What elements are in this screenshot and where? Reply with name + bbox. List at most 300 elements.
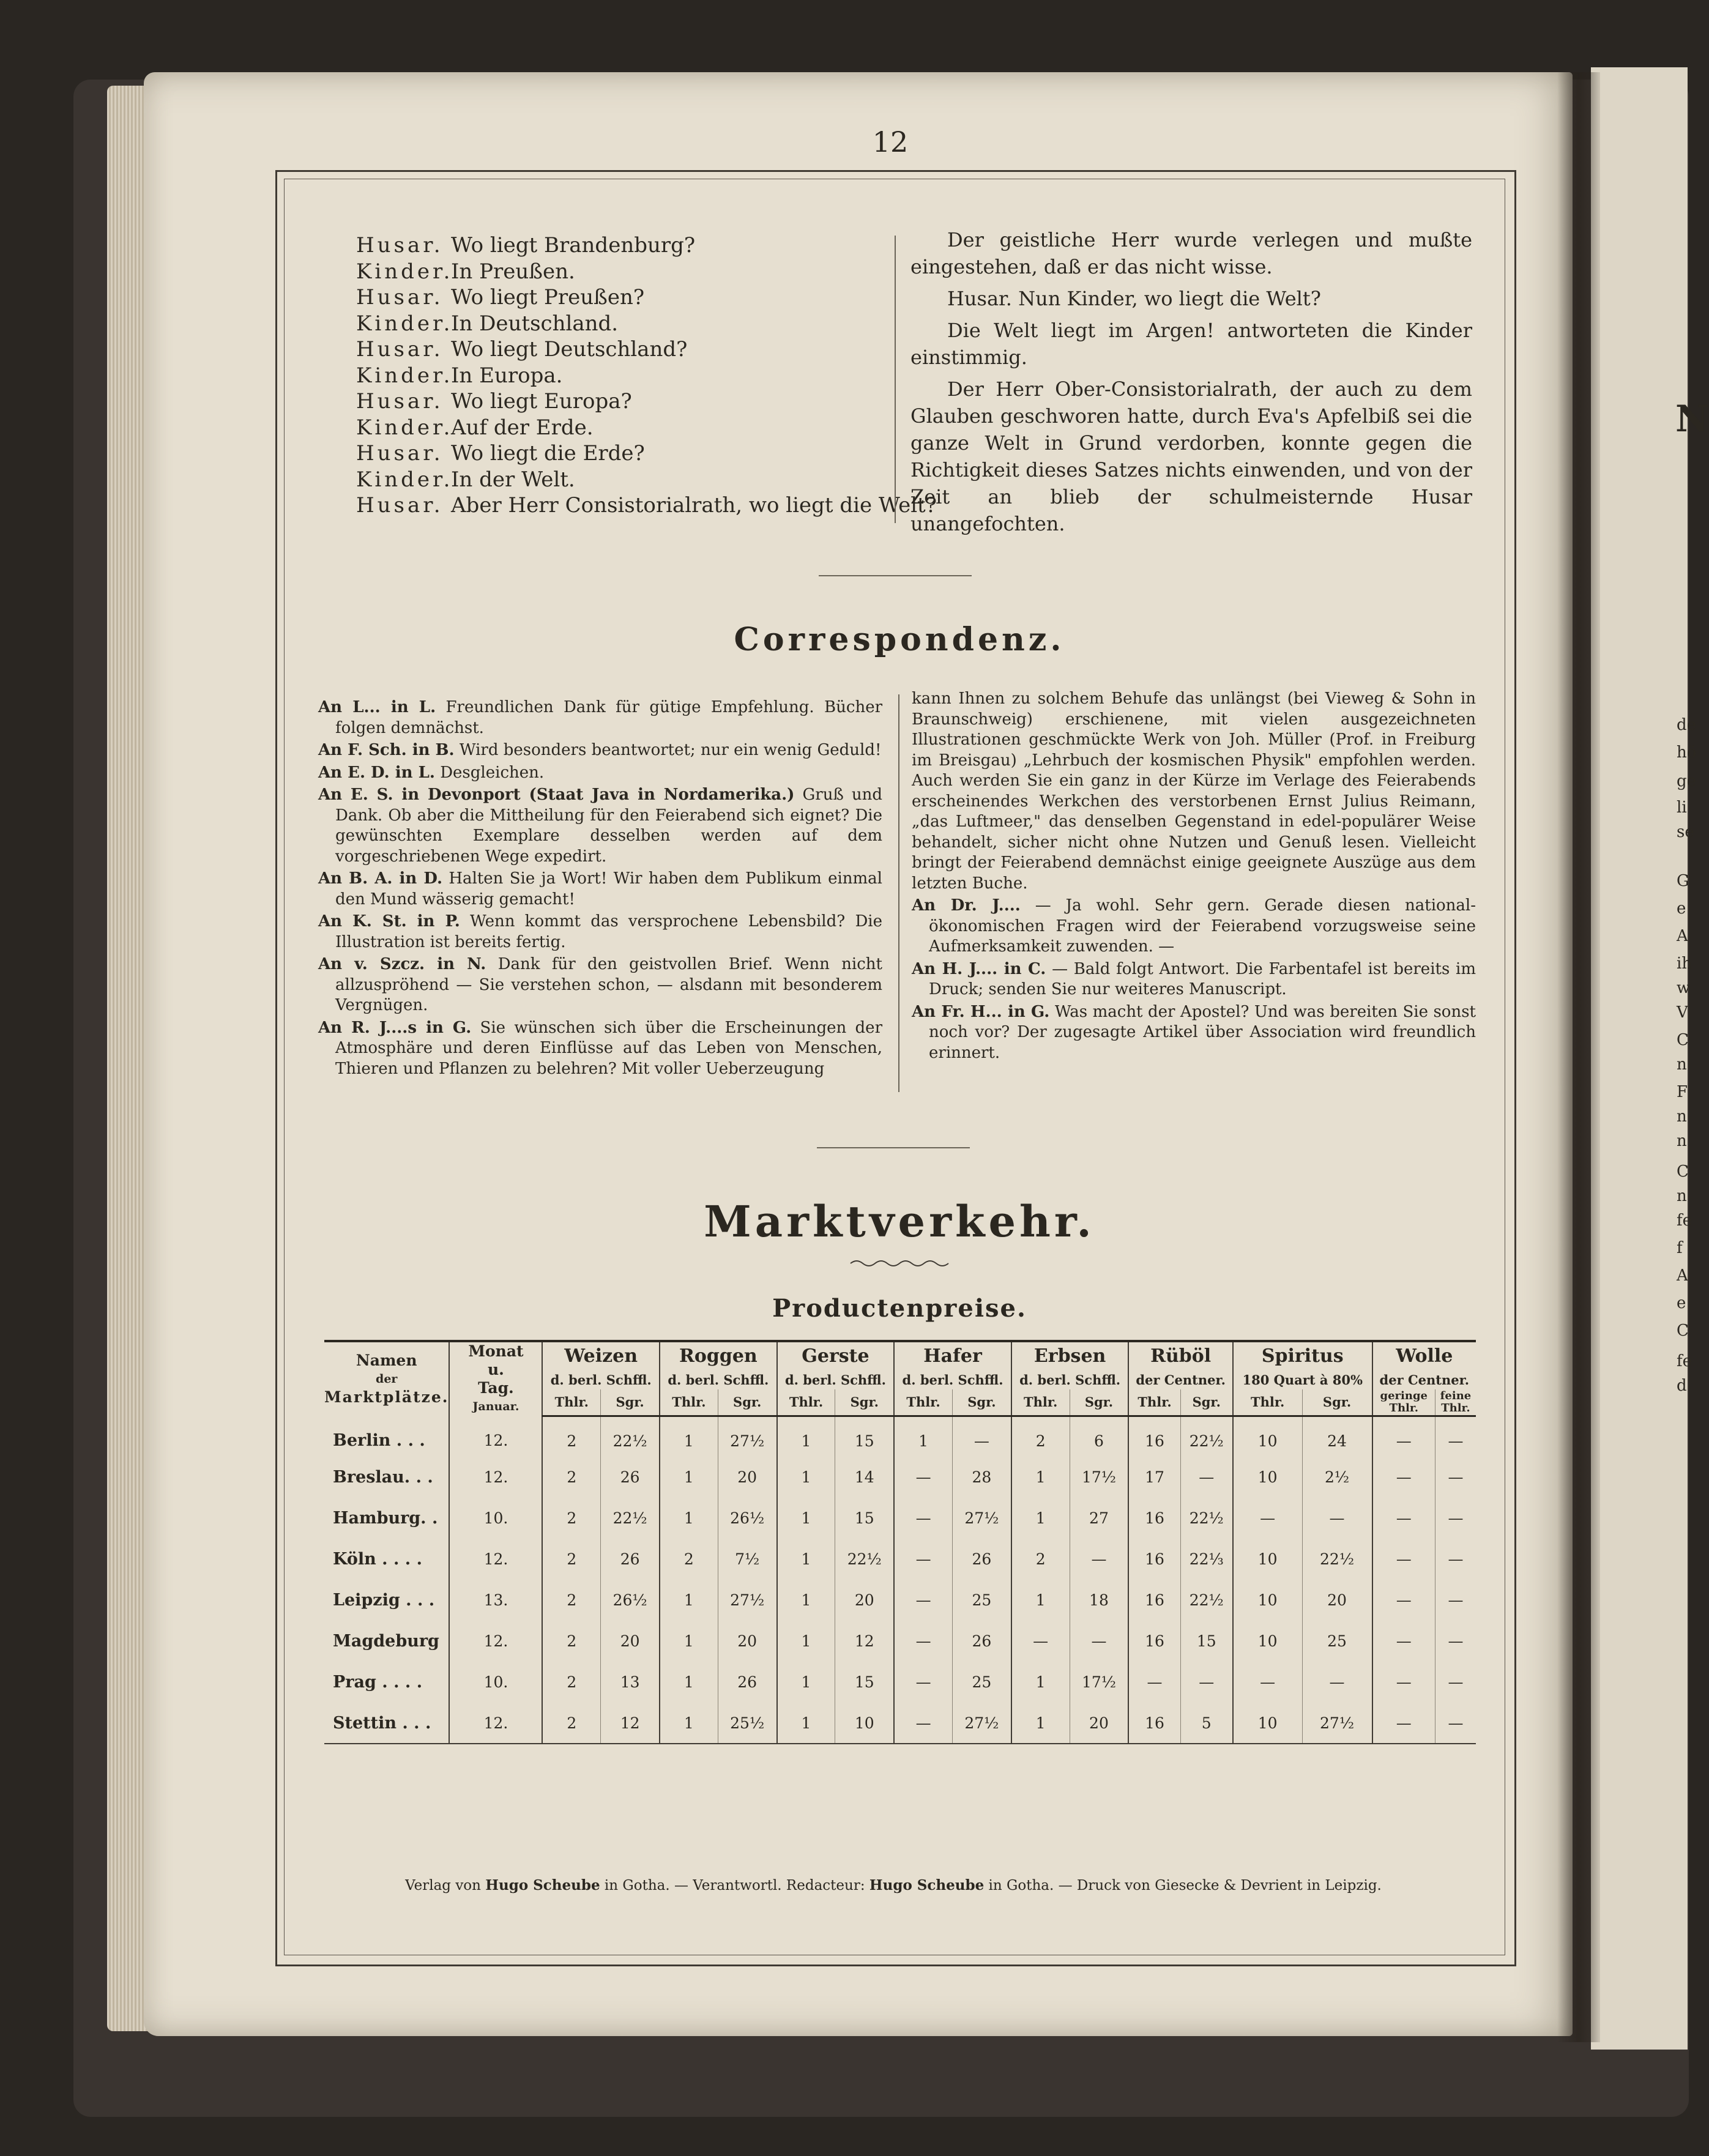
table-cell: — <box>1372 1621 1435 1662</box>
table-cell: 1 <box>660 1621 718 1662</box>
story-paragraph: Husar. Nun Kinder, wo liegt die Welt? <box>947 287 1321 310</box>
correspondence-text: — Bald folgt Antwort. Die Farbentafel ist bereits im Druck; senden Sie nur weiteres Manuscript. <box>929 959 1476 998</box>
correspondence-text: Wenn kommt das versprochene Lebensbild? Die Illustration ist bereits fertig. <box>335 912 882 951</box>
table-cell: 22½ <box>1180 1498 1233 1539</box>
table-cell: 27½ <box>718 1416 776 1457</box>
dialogue-text: In der Welt. <box>451 467 575 492</box>
table-cell: 10 <box>1233 1416 1302 1457</box>
table-cell: 10 <box>1233 1539 1302 1580</box>
dialogue-text: In Preußen. <box>451 259 575 284</box>
correspondence-entry <box>318 740 882 761</box>
table-cell: 12. <box>449 1703 542 1744</box>
market-place: Prag . . . . <box>333 1673 423 1692</box>
table-cell: — <box>1372 1703 1435 1744</box>
table-cell: 16 <box>1128 1498 1180 1539</box>
dialogue-text: In Deutschland. <box>451 311 619 336</box>
table-cell: — <box>1070 1621 1128 1662</box>
table-cell: — <box>1180 1662 1233 1703</box>
facing-page-fragment: e <box>1677 1294 1686 1312</box>
imprint: Verlag von Hugo Scheube in Gotha. — Verantwortl. Redacteur: Hugo Scheube in Gotha. — Druck von Giesecke & Devrient in Leipzig. <box>405 1877 1382 1894</box>
subhead-sgr: Sgr. <box>952 1389 1011 1416</box>
table-cell: 2 <box>542 1498 600 1539</box>
table-cell: 26 <box>601 1539 660 1580</box>
table-cell: 22½ <box>1180 1580 1233 1621</box>
table-cell: 1 <box>1011 1580 1070 1621</box>
dialogue-text: In Europa. <box>451 363 563 388</box>
table-cell: — <box>1302 1498 1372 1539</box>
correspondence-entry <box>912 959 1476 1000</box>
table-cell: 24 <box>1302 1416 1372 1457</box>
dialogue-line <box>356 415 937 441</box>
table-cell: 16 <box>1128 1416 1180 1457</box>
table-cell: 27½ <box>952 1498 1011 1539</box>
table-cell: 27½ <box>952 1703 1011 1744</box>
dialogue-speaker: Husar. <box>356 233 444 258</box>
story-paragraph: Der geistliche Herr wurde verlegen und mußte eingestehen, daß er das nicht wisse. <box>910 228 1472 278</box>
table-cell: — <box>894 1621 952 1662</box>
dialogue-text: Wo liegt Brandenburg? <box>451 233 696 258</box>
unit-label: d. berl. Schffl. <box>894 1370 1011 1389</box>
table-cell: 22½ <box>601 1498 660 1539</box>
facing-page <box>1591 67 1691 2050</box>
price-table-body <box>324 1416 1476 1744</box>
correspondence-text: Wird besonders beantwortet; nur ein wenig Geduld! <box>459 741 882 759</box>
table-cell: 2 <box>660 1539 718 1580</box>
table-cell: 16 <box>1128 1539 1180 1580</box>
table-cell: — <box>894 1580 952 1621</box>
table-cell: — <box>952 1416 1011 1457</box>
table-cell: 1 <box>660 1416 718 1457</box>
correspondence-entry <box>318 912 882 953</box>
facing-page-fragment: A <box>1677 927 1688 945</box>
table-row <box>324 1703 1476 1744</box>
table-cell: 1 <box>777 1662 835 1703</box>
correspondence-entry <box>318 785 882 867</box>
market-place: Hamburg. . <box>333 1509 438 1528</box>
facing-page-fragment: ge <box>1677 772 1697 790</box>
table-cell: — <box>1435 1621 1476 1662</box>
dialogue-text: Auf der Erde. <box>451 415 594 440</box>
table-cell: 15 <box>835 1416 894 1457</box>
subhead-thlr: Thlr. <box>660 1389 718 1416</box>
col-header-spiritus: Spiritus <box>1233 1341 1372 1370</box>
subhead-sgr: Sgr. <box>1302 1389 1372 1416</box>
table-cell: 1 <box>777 1539 835 1580</box>
table-cell: 22½ <box>835 1539 894 1580</box>
facing-page-fragment: f <box>1677 1239 1683 1257</box>
table-cell: 10 <box>1233 1457 1302 1498</box>
table-cell: — <box>1180 1457 1233 1498</box>
table-cell: 1 <box>660 1662 718 1703</box>
correspondence-addressee: An F. Sch. in B. <box>318 741 455 759</box>
table-cell: 12. <box>449 1621 542 1662</box>
market-place: Köln . . . . <box>333 1550 422 1569</box>
table-cell: 22½ <box>1180 1416 1233 1457</box>
table-cell: 20 <box>718 1621 776 1662</box>
table-cell: — <box>1372 1580 1435 1621</box>
facing-page-fragment: F <box>1677 1083 1688 1101</box>
section-rule <box>819 575 972 576</box>
correspondence-entry <box>318 1018 882 1080</box>
table-cell: 15 <box>1180 1621 1233 1662</box>
col-header-ruboel: Rüböl <box>1128 1341 1232 1370</box>
col-header-roggen: Roggen <box>660 1341 777 1370</box>
table-cell: 28 <box>952 1457 1011 1498</box>
market-place: Magdeburg <box>333 1632 439 1651</box>
story-right-column <box>910 226 1472 542</box>
correspondence-entry <box>912 896 1476 957</box>
correspondence-addressee: An B. A. in D. <box>318 869 443 888</box>
table-cell: — <box>1372 1539 1435 1580</box>
table-cell: 10 <box>835 1703 894 1744</box>
unit-label: d. berl. Schffl. <box>542 1370 660 1389</box>
correspondence-addressee: An Fr. H... in G. <box>912 1002 1050 1021</box>
dialogue-line <box>356 311 937 337</box>
section-rule <box>817 1147 970 1148</box>
col-header-weizen: Weizen <box>542 1341 660 1370</box>
subhead-thlr: Thlr. <box>1011 1389 1070 1416</box>
table-cell: 15 <box>835 1662 894 1703</box>
market-place: Berlin . . . <box>333 1431 425 1450</box>
table-cell: 1 <box>894 1416 952 1457</box>
table-cell: — <box>894 1498 952 1539</box>
correspondence-entry <box>318 869 882 910</box>
dialogue-speaker: Husar. <box>356 389 444 414</box>
table-cell: 22⅓ <box>1180 1539 1233 1580</box>
table-cell: 2 <box>1011 1539 1070 1580</box>
story-paragraph: Die Welt liegt im Argen! antworteten die Kinder einstimmig. <box>910 319 1472 369</box>
table-cell: 22½ <box>601 1416 660 1457</box>
facing-page-fragment: n <box>1677 1107 1687 1126</box>
ornament-wave <box>851 1257 948 1269</box>
market-subheading: Productenpreise. <box>772 1294 1027 1323</box>
correspondence-addressee: An E. D. in L. <box>318 763 435 782</box>
facing-page-fragment: e <box>1677 899 1686 918</box>
table-cell: 17½ <box>1070 1662 1128 1703</box>
table-cell: 6 <box>1070 1416 1128 1457</box>
correspondence-left-column <box>318 697 882 1081</box>
subhead-feine: feine Thlr. <box>1435 1389 1476 1416</box>
dialogue-line <box>356 440 937 467</box>
dialogue-text: Wo liegt die Erde? <box>451 441 645 466</box>
table-cell: 15 <box>835 1498 894 1539</box>
correspondence-addressee: An L... in L. <box>318 698 436 716</box>
table-cell: 1 <box>1011 1498 1070 1539</box>
table-cell: 1 <box>777 1457 835 1498</box>
correspondence-text: Dank für den geistvollen Brief. Wenn nicht allzuspröhend — Sie verstehen schon, — alsdann mit besonderem Vergnügen. <box>335 955 882 1014</box>
dialogue-line <box>356 284 937 311</box>
table-cell: 20 <box>1302 1580 1372 1621</box>
facing-page-heading-fragment: N <box>1675 398 1709 440</box>
dialogue-speaker: Kinder. <box>356 363 453 388</box>
dialogue-speaker: Kinder. <box>356 259 453 284</box>
col-header-erbsen: Erbsen <box>1011 1341 1129 1370</box>
dialogue-speaker: Kinder. <box>356 311 453 336</box>
dialogue-list <box>356 232 937 519</box>
table-cell: 10 <box>1233 1703 1302 1744</box>
table-cell: 26 <box>601 1457 660 1498</box>
facing-page-fragment: fe <box>1677 1352 1692 1370</box>
facing-page-fragment: n <box>1677 1055 1687 1074</box>
facing-page-fragment: d <box>1677 1377 1687 1395</box>
facing-page-fragment: hö <box>1677 743 1697 762</box>
facing-page-fragment: n <box>1677 1187 1687 1205</box>
correspondence-addressee: An K. St. in P. <box>318 912 460 931</box>
facing-page-fragment: se <box>1677 823 1694 841</box>
table-cell: 1 <box>660 1457 718 1498</box>
correspondence-text: — Ja wohl. Sehr gern. Gerade diesen national-ökonomischen Fragen wird der Feierabend vorzugsweise seine Aufmerksamkeit zuwenden. — <box>929 896 1476 956</box>
table-cell: 12. <box>449 1457 542 1498</box>
dialogue-line <box>356 232 937 259</box>
table-cell: — <box>1435 1457 1476 1498</box>
table-cell: 1 <box>777 1621 835 1662</box>
facing-page-fragment: V <box>1677 1003 1688 1022</box>
market-place: Breslau. . . <box>333 1468 433 1487</box>
unit-label: d. berl. Schffl. <box>1011 1370 1129 1389</box>
table-cell: 1 <box>777 1703 835 1744</box>
subhead-sgr: Sgr. <box>1070 1389 1128 1416</box>
table-cell: 26 <box>718 1662 776 1703</box>
table-cell: 12. <box>449 1539 542 1580</box>
table-cell: 1 <box>1011 1457 1070 1498</box>
correspondence-entry <box>318 763 882 784</box>
table-cell: 26 <box>952 1621 1011 1662</box>
market-place: Stettin . . . <box>324 1703 449 1744</box>
table-cell: 20 <box>1070 1703 1128 1744</box>
table-cell: 20 <box>601 1621 660 1662</box>
correspondence-addressee: An v. Szcz. in N. <box>318 955 486 973</box>
correspondence-addressee: An R. J....s in G. <box>318 1018 472 1037</box>
table-cell: 5 <box>1180 1703 1233 1744</box>
subhead-sgr: Sgr. <box>835 1389 894 1416</box>
correspondence-right-column <box>912 689 1476 1065</box>
table-cell: — <box>894 1662 952 1703</box>
table-cell: 1 <box>660 1498 718 1539</box>
correspondence-text: Was macht der Apostel? Und was bereiten Sie sonst noch vor? Der zugesagte Artikel über Association wird freundlich erinnert. <box>929 1002 1476 1062</box>
table-cell: 1 <box>777 1416 835 1457</box>
table-cell: — <box>1070 1539 1128 1580</box>
table-cell: — <box>1435 1416 1476 1457</box>
table-cell: — <box>1435 1539 1476 1580</box>
facing-page-fragment: C <box>1677 1031 1689 1049</box>
table-cell: 25½ <box>718 1703 776 1744</box>
table-cell: 2 <box>542 1580 600 1621</box>
table-cell: 10. <box>449 1662 542 1703</box>
table-row <box>324 1416 1476 1457</box>
dialogue-text: Aber Herr Consistorialrath, wo liegt die Welt? <box>451 493 937 518</box>
table-cell: 25 <box>952 1580 1011 1621</box>
subhead-geringe: geringe Thlr. <box>1372 1389 1435 1416</box>
unit-label: 180 Quart à 80% <box>1233 1370 1372 1389</box>
dialogue-line <box>356 259 937 285</box>
publisher-name: Hugo Scheube <box>485 1877 600 1894</box>
table-cell: — <box>1372 1498 1435 1539</box>
table-row <box>324 1621 1476 1662</box>
col-header-hafer: Hafer <box>894 1341 1011 1370</box>
table-cell: — <box>1128 1662 1180 1703</box>
table-cell: 2 <box>542 1457 600 1498</box>
table-row <box>324 1457 1476 1498</box>
table-cell: 12 <box>835 1621 894 1662</box>
table-cell: — <box>1435 1662 1476 1703</box>
table-cell: — <box>894 1539 952 1580</box>
table-cell: 27½ <box>1302 1703 1372 1744</box>
table-cell: 2 <box>1011 1416 1070 1457</box>
table-cell: 25 <box>1302 1621 1372 1662</box>
table-cell: 14 <box>835 1457 894 1498</box>
book-gutter <box>1557 72 1600 2042</box>
dialogue-speaker: Husar. <box>356 441 444 466</box>
table-row <box>324 1580 1476 1621</box>
table-cell: 1 <box>777 1580 835 1621</box>
table-cell: 1 <box>660 1703 718 1744</box>
table-cell: 16 <box>1128 1580 1180 1621</box>
subhead-thlr: Thlr. <box>1233 1389 1302 1416</box>
table-cell: — <box>1233 1498 1302 1539</box>
correspondence-entry <box>318 954 882 1016</box>
correspondence-text: Halten Sie ja Wort! Wir haben dem Publikum einmal den Mund wässerig gemacht! <box>335 869 882 909</box>
table-cell: — <box>1372 1457 1435 1498</box>
column-divider <box>898 694 899 1092</box>
table-cell: 1 <box>1011 1703 1070 1744</box>
facing-page-fragment: G <box>1677 872 1689 890</box>
subhead-thlr: Thlr. <box>1128 1389 1180 1416</box>
correspondence-text: Desgleichen. <box>440 763 545 782</box>
story-paragraph: Der Herr Ober-Consistorialrath, der auch zu dem Glauben geschworen hatte, durch Eva's Apfelbiß sei die ganze Welt in Grund verdorben, konnte gegen die Richtigkeit dieses Satzes nichts einwenden, und von der Zeit an blieb der schulmeisternde Husar unangefochten. <box>910 377 1472 535</box>
subhead-sgr: Sgr. <box>601 1389 660 1416</box>
dialogue-text: Wo liegt Europa? <box>451 389 632 414</box>
table-cell: 20 <box>835 1580 894 1621</box>
table-cell: — <box>1233 1662 1302 1703</box>
dialogue-line <box>356 467 937 493</box>
table-cell: 17 <box>1128 1457 1180 1498</box>
market-heading: Marktverkehr. <box>704 1196 1095 1247</box>
table-cell: 2 <box>542 1539 600 1580</box>
col-header-date: Monat u. Tag. Januar. <box>449 1341 542 1416</box>
subhead-sgr: Sgr. <box>718 1389 776 1416</box>
table-cell: 2 <box>542 1662 600 1703</box>
table-cell: 26½ <box>718 1498 776 1539</box>
facing-page-fragment: fe <box>1677 1211 1692 1230</box>
correspondence-text: Sie wünschen sich über die Erscheinungen der Atmosphäre und deren Einflüsse auf das Leben von Menschen, Thieren und Pflanzen zu belehren? Mit voller Ueberzeugung <box>335 1018 882 1078</box>
facing-page-fragment: C <box>1677 1321 1689 1340</box>
table-cell: 13. <box>449 1580 542 1621</box>
table-cell: 1 <box>660 1580 718 1621</box>
table-cell: 25 <box>952 1662 1011 1703</box>
dialogue-text: Wo liegt Deutschland? <box>451 337 688 362</box>
table-cell: 20 <box>718 1457 776 1498</box>
table-cell: 1 <box>777 1498 835 1539</box>
dialogue-line <box>356 493 937 519</box>
facing-page-fragment: A <box>1677 1266 1688 1285</box>
table-cell: — <box>1372 1416 1435 1457</box>
table-cell: 27 <box>1070 1498 1128 1539</box>
table-cell: — <box>1435 1580 1476 1621</box>
table-row <box>324 1498 1476 1539</box>
dialogue-speaker: Kinder. <box>356 467 453 492</box>
table-cell: 17½ <box>1070 1457 1128 1498</box>
editor-name: Hugo Scheube <box>869 1877 985 1894</box>
market-place: Leipzig . . . <box>333 1591 435 1610</box>
table-cell: 26 <box>952 1539 1011 1580</box>
table-cell: 22½ <box>1302 1539 1372 1580</box>
correspondence-text: Gruß und Dank. Ob aber die Mittheilung für den Feierabend sich eignet? Die gewünschten Exemplare desselben werden auf dem vorgeschriebenen Wege expedirt. <box>335 786 883 866</box>
table-cell: 12 <box>601 1703 660 1744</box>
correspondence-addressee: An E. S. in Devonport (Staat Java in Nordamerika.) <box>318 786 795 804</box>
dialogue-speaker: Kinder. <box>356 415 453 440</box>
facing-page-fragment: de <box>1677 716 1697 734</box>
price-table <box>324 1340 1476 1744</box>
facing-page-fragment: n <box>1677 1132 1687 1150</box>
page-number: 12 <box>872 125 909 158</box>
dialogue-line <box>356 388 937 415</box>
table-cell: — <box>894 1703 952 1744</box>
table-cell: 1 <box>1011 1662 1070 1703</box>
correspondence-addressee: An H. J.... in C. <box>912 959 1046 978</box>
table-cell: 16 <box>1128 1703 1180 1744</box>
table-cell: — <box>1372 1662 1435 1703</box>
table-cell: 10. <box>449 1498 542 1539</box>
correspondence-continuation: kann Ihnen zu solchem Behufe das unlängst (bei Vieweg & Sohn in Braunschweig) erschienene, mit vielen ausgezeichneten Illustrationen geschmückte Werk von Joh. Müller (Prof. in Freiburg im Breisgau) „Lehrbuch der kosmischen Physik" empfohlen werden. Auch werden Sie ein ganz in der Kürze im Verlage des Feierabends erscheinendes Werkchen des verstorbenen Ernst Julius Reimann, „das Luftmeer," das denselben Gegenstand in edel-populärer Weise behandelt, sicher nicht ohne Nutzen und Genuß lesen. Vielleicht bringt der Feierabend demnächst einige geeignete Auszüge aus dem letzten Buche. <box>912 690 1476 893</box>
table-cell: 12. <box>449 1416 542 1457</box>
unit-label: der Centner. <box>1128 1370 1232 1389</box>
correspondence-text: Freundlichen Dank für gütige Empfehlung. Bücher folgen demnächst. <box>335 698 883 737</box>
table-cell: — <box>1435 1703 1476 1744</box>
unit-label: d. berl. Schffl. <box>660 1370 777 1389</box>
facing-page-fragment: ih <box>1677 954 1692 973</box>
table-cell: 18 <box>1070 1580 1128 1621</box>
correspondence-addressee: An Dr. J.... <box>912 896 1021 915</box>
table-cell: 2 <box>542 1416 600 1457</box>
col-header-wolle: Wolle <box>1372 1341 1476 1370</box>
correspondence-entry <box>912 1002 1476 1064</box>
price-table-header-row <box>324 1341 1476 1370</box>
table-cell: 7½ <box>718 1539 776 1580</box>
correspondence-heading: Correspondenz. <box>734 621 1065 658</box>
table-cell: — <box>1435 1498 1476 1539</box>
table-cell: 10 <box>1233 1621 1302 1662</box>
table-cell: — <box>1302 1662 1372 1703</box>
subhead-thlr: Thlr. <box>542 1389 600 1416</box>
dialogue-speaker: Husar. <box>356 285 444 310</box>
dialogue-speaker: Husar. <box>356 337 444 362</box>
table-cell: 2 <box>542 1621 600 1662</box>
correspondence-entry <box>318 697 882 738</box>
table-cell: — <box>894 1457 952 1498</box>
unit-label: d. berl. Schffl. <box>777 1370 895 1389</box>
dialogue-line <box>356 363 937 389</box>
table-row <box>324 1662 1476 1703</box>
dialogue-line <box>356 336 937 363</box>
table-cell: 16 <box>1128 1621 1180 1662</box>
table-cell: 2½ <box>1302 1457 1372 1498</box>
column-divider <box>895 236 896 523</box>
col-header-gerste: Gerste <box>777 1341 895 1370</box>
correspondence-right-entries <box>912 896 1476 1063</box>
table-cell: — <box>1011 1621 1070 1662</box>
table-cell: 27½ <box>718 1580 776 1621</box>
dialogue-speaker: Husar. <box>356 493 444 518</box>
col-header-places: Namen der Marktplätze. <box>324 1351 449 1406</box>
table-row <box>324 1539 1476 1580</box>
facing-page-fragment: w <box>1677 979 1691 997</box>
subhead-thlr: Thlr. <box>777 1389 835 1416</box>
table-cell: 26½ <box>601 1580 660 1621</box>
subhead-thlr: Thlr. <box>894 1389 952 1416</box>
table-cell: 10 <box>1233 1580 1302 1621</box>
subhead-sgr: Sgr. <box>1180 1389 1233 1416</box>
dialogue-text: Wo liegt Preußen? <box>451 285 645 310</box>
